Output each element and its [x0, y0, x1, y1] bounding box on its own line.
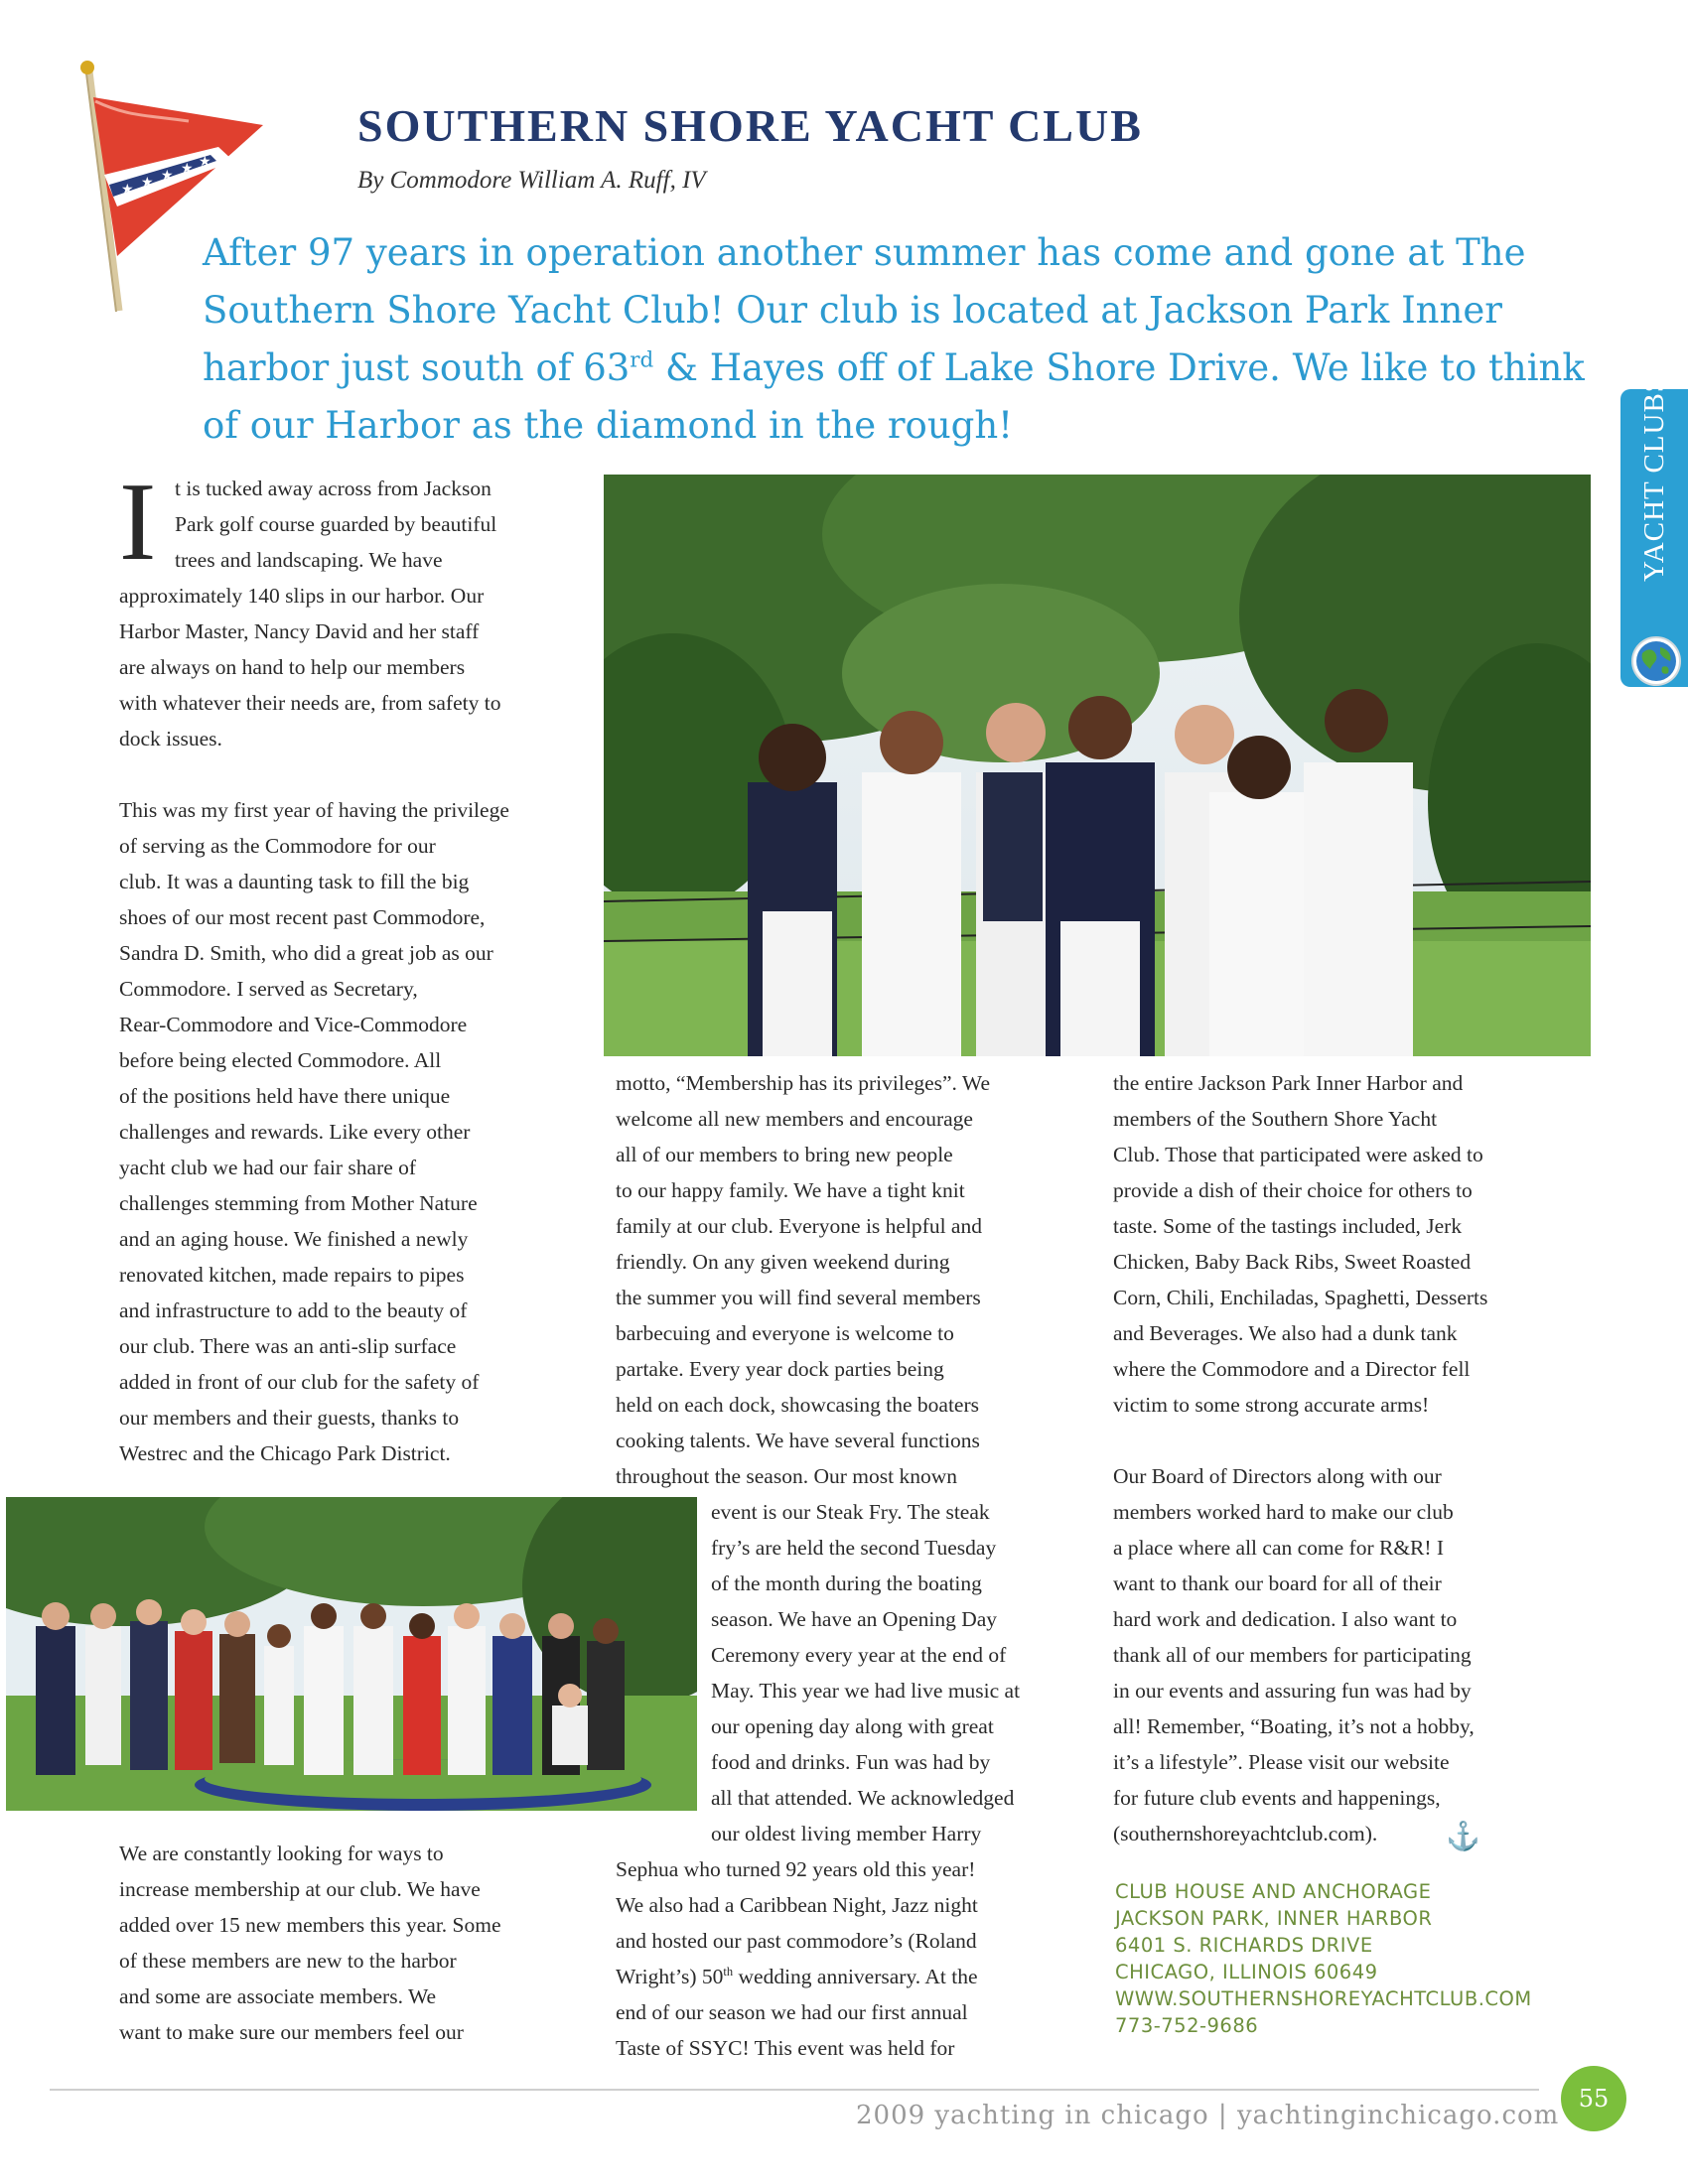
text-run: friendly. On any given weekend during	[616, 1250, 950, 1274]
text-run: all that attended. We acknowledged	[711, 1786, 1015, 1810]
svg-text:★: ★	[181, 161, 194, 177]
text-line: want to make sure our members feel our	[119, 2020, 464, 2044]
text-line	[616, 1280, 1082, 1315]
footer-divider	[50, 2089, 1539, 2091]
footer-publication[interactable]: 2009 yachting in chicago | yachtinginchicago.com	[856, 2101, 1560, 2130]
intro-paragraph	[203, 224, 1583, 455]
text-line: of serving as the Commodore for our	[119, 834, 436, 858]
text-run: welcome all new members and encourage	[616, 1107, 973, 1131]
anchor-icon: ⚓	[1446, 1820, 1480, 1852]
paragraph-gap	[1113, 1423, 1590, 1458]
text-line: our members and their guests, thanks to	[119, 1406, 460, 1430]
text-line	[616, 1637, 1082, 1673]
text-line: provide a dish of their choice for others to	[1113, 1178, 1473, 1202]
text-run: all of our members to bring new people	[616, 1143, 953, 1166]
text-line: trees and landscaping. We have	[175, 548, 443, 572]
text-line: Chicken, Baby Back Ribs, Sweet Roasted	[1113, 1250, 1472, 1274]
text-line	[616, 1566, 1082, 1601]
officers-photo	[604, 475, 1591, 1056]
text-run: held on each dock, showcasing the boaters	[616, 1393, 979, 1417]
text-run: of the month during the boating	[711, 1571, 982, 1595]
text-line: increase membership at our club. We have	[119, 1877, 481, 1901]
text-line: in our events and assuring fun was had by	[1113, 1679, 1472, 1703]
text-line	[616, 1887, 1082, 1923]
intro-line: harbor just south of 63rd & Hayes off of Lake Shore Drive. We like to think	[203, 346, 1585, 389]
text-line: added in front of our club for the safety of	[119, 1370, 480, 1394]
text-line: it’s a lifestyle”. Please visit our website	[1113, 1750, 1450, 1774]
text-run: Sephua who turned 92 years old this year!	[616, 1857, 976, 1881]
text-line	[616, 1744, 1082, 1780]
page-number-badge: 55	[1561, 2066, 1626, 2131]
text-line	[616, 1351, 1082, 1387]
text-line: and an aging house. We finished a newly	[119, 1227, 469, 1251]
text-line: of the positions held have there unique	[119, 1084, 451, 1108]
text-line	[616, 1065, 1082, 1101]
text-line: victim to some strong accurate arms!	[1113, 1393, 1430, 1417]
text-line: and Beverages. We also had a dunk tank	[1113, 1321, 1458, 1345]
text-line: dock issues.	[119, 727, 222, 751]
text-line: the entire Jackson Park Inner Harbor and	[1113, 1071, 1464, 1095]
text-run: Ceremony every year at the end of	[711, 1643, 1007, 1667]
text-line	[616, 1101, 1082, 1137]
text-run: season. We have an Opening Day	[711, 1607, 998, 1631]
text-line: our club. There was an anti-slip surface	[119, 1334, 457, 1358]
text-run: end of our season we had our first annual	[616, 2000, 968, 2024]
text-run: We also had a Caribbean Night, Jazz night	[616, 1893, 978, 1917]
text-line: and infrastructure to add to the beauty of	[119, 1298, 468, 1322]
text-run: wedding anniversary. At the	[733, 1965, 978, 1988]
text-line: and some are associate members. We	[119, 1984, 437, 2008]
text-line: hard work and dedication. I also want to	[1113, 1607, 1458, 1631]
text-line	[616, 1673, 1082, 1708]
text-line	[616, 1601, 1082, 1637]
text-line	[616, 1923, 1082, 1959]
contact-line: WWW.SOUTHERNSHOREYACHTCLUB.COM	[1115, 1987, 1532, 2010]
text-line	[616, 1458, 1082, 1494]
superscript: th	[723, 1964, 734, 1979]
text-line	[616, 1315, 1082, 1351]
text-line: with whatever their needs are, from safety to	[119, 691, 501, 715]
section-tab-label: YACHT CLUBS	[1638, 375, 1670, 582]
article-byline: By Commodore William A. Ruff, IV	[357, 167, 706, 194]
text-line	[616, 1851, 1082, 1887]
text-line: shoes of our most recent past Commodore,	[119, 905, 486, 929]
text-line: approximately 140 slips in our harbor. Our	[119, 584, 485, 608]
text-run: family at our club. Everyone is helpful and	[616, 1214, 982, 1238]
intro-line: Southern Shore Yacht Club! Our club is located at Jackson Park Inner	[203, 289, 1502, 332]
text-line: t is tucked away across from Jackson	[175, 477, 492, 500]
text-run: to our happy family. We have a tight knit	[616, 1178, 965, 1202]
text-line	[616, 1780, 1082, 1816]
text-line: Park golf course guarded by beautiful	[175, 512, 497, 536]
text-line: are always on hand to help our members	[119, 655, 466, 679]
text-line: challenges stemming from Mother Nature	[119, 1191, 478, 1215]
text-run: throughout the season. Our most known	[616, 1464, 957, 1488]
text-line	[616, 1530, 1082, 1566]
text-line: all! Remember, “Boating, it’s not a hobby,	[1113, 1714, 1475, 1738]
text-line: before being elected Commodore. All	[119, 1048, 442, 1072]
text-line: thank all of our members for participating	[1113, 1643, 1472, 1667]
text-run: event is our Steak Fry. The steak	[711, 1500, 990, 1524]
svg-text:★: ★	[199, 154, 211, 170]
text-line: club. It was a daunting task to fill the big	[119, 870, 470, 893]
text-line: challenges and rewards. Like every other	[119, 1120, 471, 1144]
text-line	[616, 1708, 1082, 1744]
text-line	[616, 1816, 1082, 1851]
text-run: food and drinks. Fun was had by	[711, 1750, 991, 1774]
text-run: Wright’s) 50	[616, 1965, 724, 1988]
text-line: Commodore. I served as Secretary,	[119, 977, 418, 1001]
text-line	[616, 1137, 1082, 1172]
text-line	[616, 1994, 1082, 2030]
body-column-1-bottom	[119, 1836, 586, 2050]
svg-text:★: ★	[161, 168, 174, 184]
text-line: (southernshoreyachtclub.com).	[1113, 1822, 1378, 1845]
text-line: Sandra D. Smith, who did a great job as our	[119, 941, 493, 965]
drop-cap: I	[119, 461, 157, 584]
text-line: for future club events and happenings,	[1113, 1786, 1441, 1810]
text-line: Our Board of Directors along with our	[1113, 1464, 1442, 1488]
contact-line: 773-752-9686	[1115, 2014, 1259, 2037]
text-line	[616, 1172, 1082, 1208]
club-contact-block	[1115, 1878, 1631, 2039]
body-column-1-top	[119, 471, 586, 1471]
text-line: yacht club we had our fair share of	[119, 1156, 417, 1179]
svg-text:★: ★	[121, 182, 134, 198]
text-line: Corn, Chili, Enchiladas, Spaghetti, Desserts	[1113, 1286, 1488, 1309]
text-run: and hosted our past commodore’s (Roland	[616, 1929, 977, 1953]
text-line	[616, 1423, 1082, 1458]
text-run: motto, “Membership has its privileges”. We	[616, 1071, 991, 1095]
text-line: We are constantly looking for ways to	[119, 1842, 444, 1865]
text-line: Rear-Commodore and Vice-Commodore	[119, 1013, 468, 1036]
club-members-group-photo	[6, 1497, 697, 1811]
body-column-3	[1113, 1065, 1590, 1851]
text-line: want to thank our board for all of their	[1113, 1571, 1442, 1595]
article-title: SOUTHERN SHORE YACHT CLUB	[357, 100, 1143, 151]
text-run: cooking talents. We have several functions	[616, 1429, 980, 1452]
text-line: renovated kitchen, made repairs to pipes	[119, 1263, 465, 1287]
text-line: Harbor Master, Nancy David and her staff	[119, 619, 480, 643]
text-line: taste. Some of the tastings included, Jerk	[1113, 1214, 1463, 1238]
text-line	[616, 1959, 1082, 1994]
text-line: members of the Southern Shore Yacht	[1113, 1107, 1438, 1131]
text-line: added over 15 new members this year. Some	[119, 1913, 501, 1937]
text-run: barbecuing and everyone is welcome to	[616, 1321, 954, 1345]
text-line	[616, 1244, 1082, 1280]
contact-line: JACKSON PARK, INNER HARBOR	[1115, 1907, 1433, 1930]
contact-line: CLUB HOUSE AND ANCHORAGE	[1115, 1880, 1432, 1903]
text-line: Club. Those that participated were asked to	[1113, 1143, 1483, 1166]
text-run: our opening day along with great	[711, 1714, 994, 1738]
text-line: Westrec and the Chicago Park District.	[119, 1441, 451, 1465]
text-run: fry’s are held the second Tuesday	[711, 1536, 997, 1560]
text-line	[616, 1208, 1082, 1244]
paragraph-gap	[119, 756, 586, 792]
text-run: Taste of SSYC! This event was held for	[616, 2036, 955, 2060]
intro-line: of our Harbor as the diamond in the rough!	[203, 404, 1014, 447]
contact-line: CHICAGO, ILLINOIS 60649	[1115, 1961, 1378, 1983]
text-line	[616, 1387, 1082, 1423]
intro-line: After 97 years in operation another summer has come and gone at The	[203, 231, 1526, 274]
text-line	[616, 2030, 1082, 2066]
text-run: our oldest living member Harry	[711, 1822, 982, 1845]
text-line: This was my first year of having the privilege	[119, 798, 509, 822]
text-line: where the Commodore and a Director fell	[1113, 1357, 1471, 1381]
text-run: the summer you will find several members	[616, 1286, 981, 1309]
text-run: partake. Every year dock parties being	[616, 1357, 944, 1381]
body-column-2	[616, 1065, 1082, 2066]
text-line	[616, 1494, 1082, 1530]
globe-icon	[1630, 635, 1682, 687]
text-line: of these members are new to the harbor	[119, 1949, 457, 1973]
text-line: members worked hard to make our club	[1113, 1500, 1454, 1524]
text-run: May. This year we had live music at	[711, 1679, 1021, 1703]
contact-line: 6401 S. RICHARDS DRIVE	[1115, 1934, 1373, 1957]
text-line: a place where all can come for R&R! I	[1113, 1536, 1445, 1560]
svg-text:★: ★	[141, 175, 154, 191]
